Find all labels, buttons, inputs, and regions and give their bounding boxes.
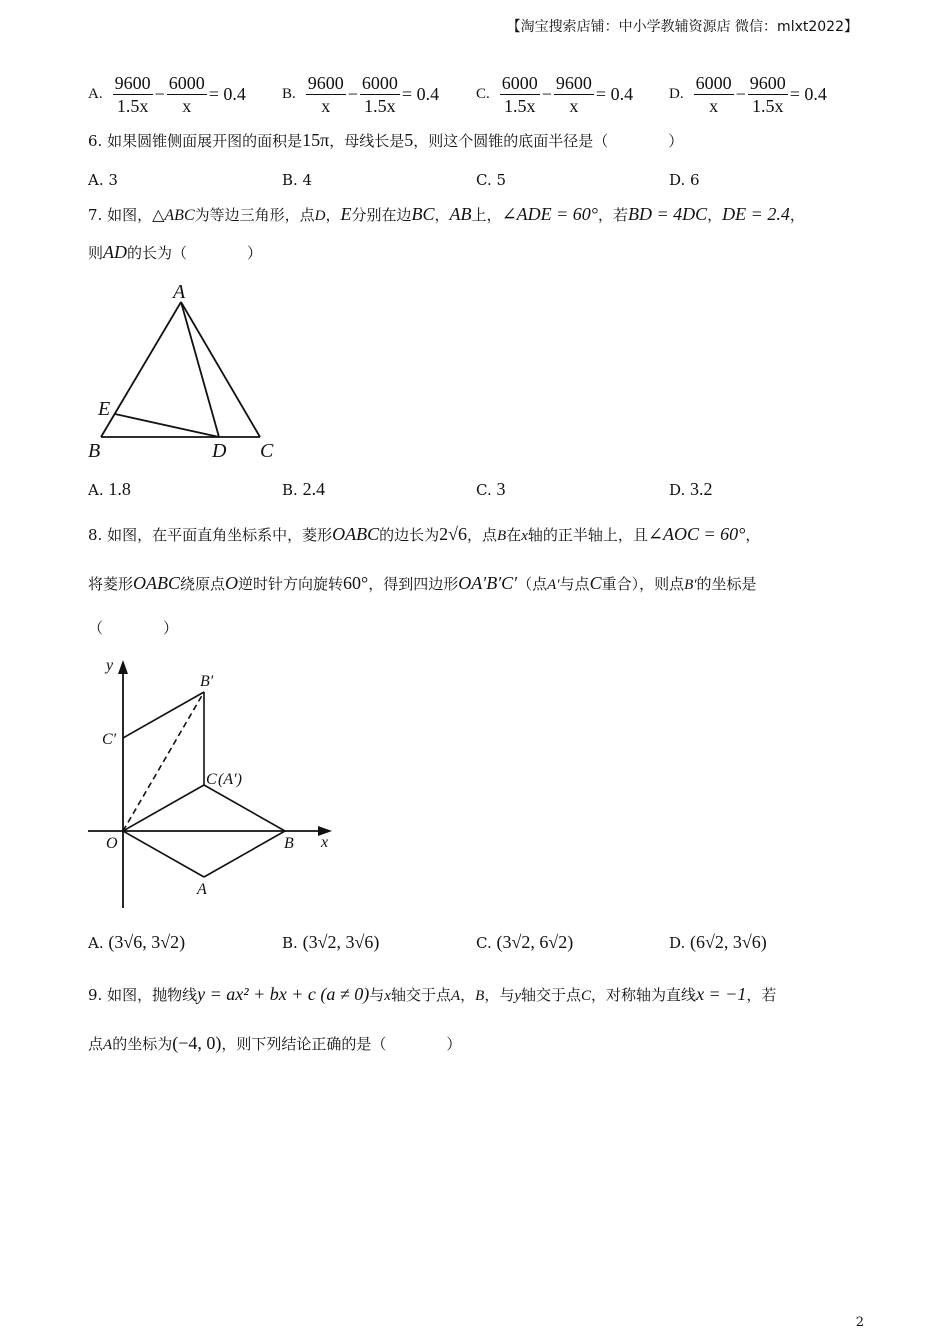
q7-figure [80, 276, 290, 466]
fraction: $\frac{9600}{1.5x}$ [749, 73, 786, 116]
option-label: B. [282, 86, 296, 102]
fraction: $\frac{6000}{1.5x}$ [361, 73, 398, 116]
label-a: A [197, 881, 207, 898]
label-b-prime: B′ [200, 673, 214, 690]
q8-figure [80, 652, 350, 914]
option-label: C. [476, 86, 490, 102]
fraction: $\frac{9600}{x}$ [307, 73, 344, 116]
segment-ob-dashed [123, 692, 204, 831]
q5-option-d[interactable] [669, 72, 827, 117]
q7-option-c[interactable]: C. 3 [476, 479, 506, 499]
q7-option-a[interactable]: A. 1.8 [88, 479, 131, 499]
rhs: = 0.4 [595, 84, 634, 104]
fraction: $\frac{9600}{1.5x}$ [114, 73, 151, 116]
fraction: $\frac{6000}{x}$ [168, 73, 205, 116]
fraction: $\frac{9600}{x}$ [555, 73, 592, 116]
edge-ac [181, 302, 260, 437]
label-d: D [212, 440, 227, 462]
minus-sign: − [347, 84, 358, 104]
segment-de [115, 414, 219, 437]
page-header: 【淘宝搜索店铺：中小学教辅资源店 微信：mlxt2022】 [506, 19, 858, 35]
minus-sign: − [541, 84, 552, 104]
q7-option-d[interactable]: D. 3.2 [669, 479, 713, 499]
q5-option-c[interactable] [476, 72, 633, 117]
label-b: B [88, 440, 101, 462]
label-c-prime: C′ [102, 731, 117, 748]
q8-option-a[interactable]: A. (3√6, 3√2) [88, 932, 186, 952]
rhs: = 0.4 [789, 84, 827, 104]
q6-option-b[interactable]: B. 4 [282, 171, 313, 189]
q6-option-d[interactable]: D. 6 [669, 171, 700, 189]
q8-option-b[interactable]: B. (3√2, 3√6) [282, 932, 380, 952]
minus-sign: − [735, 84, 746, 104]
q6-stem: 6. 如果圆锥侧面展开图的面积是15π，母线长是5，则这个圆锥的底面半径是（ ） [88, 130, 684, 150]
label-c: C [260, 440, 274, 462]
label-x: x [321, 834, 329, 851]
edge-ab [101, 302, 181, 437]
q8-option-d[interactable]: D. (6√2, 3√6) [669, 932, 767, 952]
rhs: = 0.4 [401, 84, 440, 104]
page-number: 2 [855, 1315, 864, 1330]
segment-ad [181, 302, 219, 437]
q7-stem-line2: 则AD的长为（ ） [88, 242, 263, 262]
y-axis-arrow [118, 660, 128, 674]
segment-bp-cp [123, 692, 204, 738]
option-label: A. [88, 86, 103, 102]
segment-ba [204, 831, 285, 877]
label-e: E [98, 398, 111, 420]
q7-stem-line1: 7. 如图，△ABC为等边三角形，点D，E分别在边BC，AB上，∠ADE = 60°，若BD = 4DC，DE = 2.4， [88, 204, 805, 224]
q8-stem-line3: （ ） [88, 619, 179, 637]
segment-ao [123, 831, 204, 877]
q6-option-c[interactable]: C. 5 [476, 171, 507, 189]
fraction: $\frac{6000}{1.5x}$ [501, 73, 538, 116]
q9-stem-line1: 9. 如图，抛物线y = ax² + bx + c (a ≠ 0)与x轴交于点A，B，与y轴交于点C，对称轴为直线x = −1，若 [88, 984, 777, 1004]
fraction: $\frac{6000}{x}$ [695, 73, 732, 116]
q8-stem-line2: 将菱形OABC绕原点O逆时针方向旋转60°，得到四边形OA′B′C′（点A′与点C重合），则点B′的坐标是 [88, 573, 757, 593]
label-y: y [106, 657, 114, 674]
label-b: B [284, 835, 294, 852]
q6-option-a[interactable]: A. 3 [88, 171, 118, 189]
label-a-prime: (A′) [218, 771, 242, 788]
label-a: A [173, 281, 186, 303]
q7-option-b[interactable]: B. 2.4 [282, 479, 326, 499]
label-o: O [106, 835, 118, 852]
q9-stem-line2: 点A的坐标为(−4, 0)，则下列结论正确的是（ ） [88, 1033, 462, 1053]
segment-oc [123, 785, 204, 831]
q5-option-a[interactable] [88, 72, 246, 117]
minus-sign: − [154, 84, 165, 104]
option-label: D. [669, 86, 684, 102]
q8-option-c[interactable]: C. (3√2, 6√2) [476, 932, 574, 952]
q8-stem-line1: 8. 如图，在平面直角坐标系中，菱形OABC的边长为2√6，点B在x轴的正半轴上，且∠AOC = 60°， [88, 524, 761, 544]
label-c: C [206, 771, 217, 788]
q5-option-b[interactable] [282, 72, 439, 117]
segment-cb [204, 785, 285, 831]
rhs: = 0.4 [208, 84, 246, 104]
